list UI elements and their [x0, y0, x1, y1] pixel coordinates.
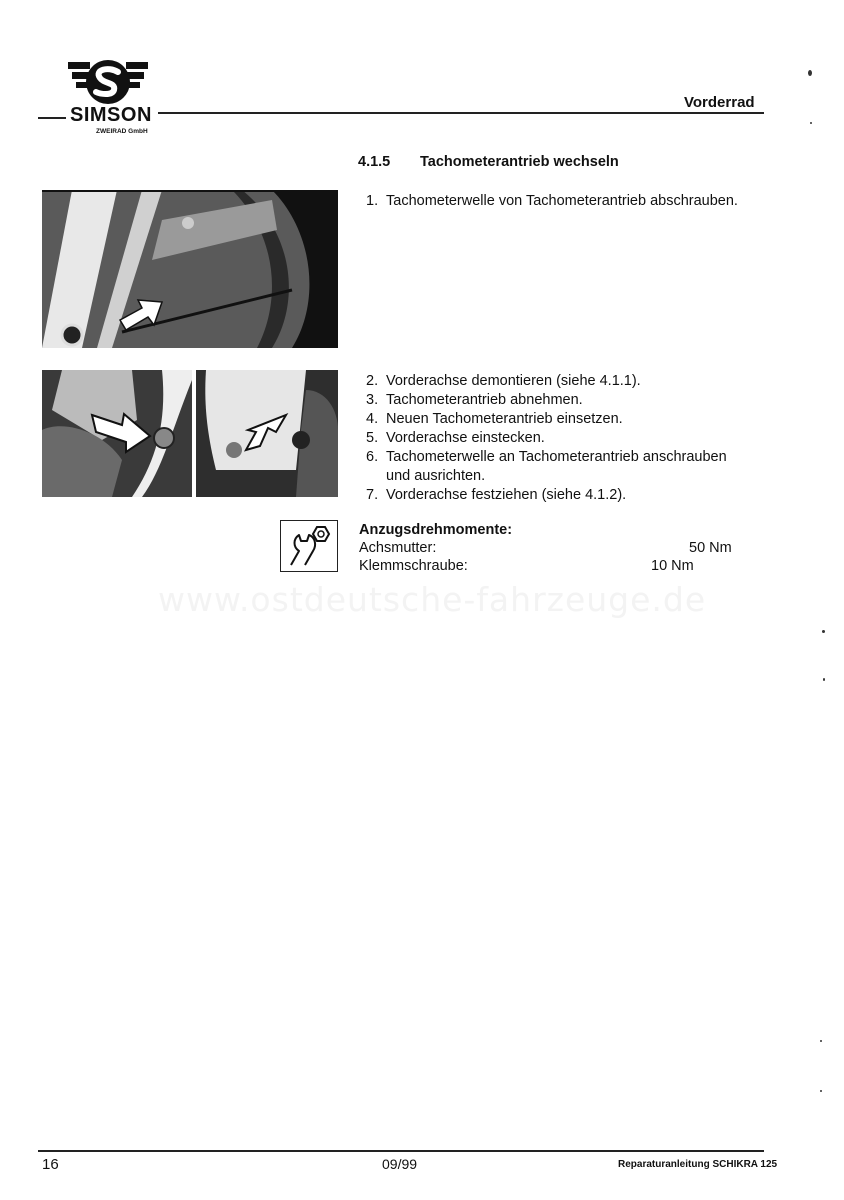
- section-title: Tachometerantrieb wechseln: [420, 154, 619, 170]
- scan-speck: [810, 122, 812, 124]
- steps-list-2: [366, 372, 727, 505]
- footer-date: 09/99: [382, 1156, 418, 1172]
- scan-speck: [808, 70, 812, 76]
- scan-speck: [823, 678, 825, 681]
- torque-label: Achsmutter:: [359, 540, 437, 556]
- torque-title: Anzugsdrehmomente:: [359, 522, 513, 538]
- page-number: 16: [42, 1156, 59, 1173]
- step-item: 3. Tachometerantrieb abnehmen.: [366, 392, 583, 408]
- steps-list-1: [366, 192, 738, 211]
- footer-rule: [38, 1150, 764, 1152]
- header-rule: [158, 112, 764, 114]
- step-item: 7. Vorderachse festziehen (siehe 4.1.2).: [366, 487, 627, 503]
- simson-logo: [38, 58, 168, 146]
- torque-value: 50 Nm: [689, 540, 732, 556]
- torque-value: 10 Nm: [651, 558, 694, 574]
- step-item: 4. Neuen Tachometerantrieb einsetzen.: [366, 411, 623, 427]
- header-rule-left: [38, 117, 66, 119]
- section-heading: [358, 154, 619, 170]
- scan-speck: [820, 1090, 822, 1092]
- torque-row: [359, 558, 468, 574]
- chapter-title: Vorderrad: [684, 94, 755, 111]
- wrench-nut-icon: [280, 520, 338, 572]
- scan-speck: [820, 1040, 822, 1042]
- front-wheel-image: [42, 190, 338, 348]
- front-wheel-photo: [42, 190, 338, 348]
- axle-left-image: [42, 370, 192, 497]
- step-item-continuation: und ausrichten.: [386, 468, 486, 484]
- watermark: www.ostdeutsche-fahrzeuge.de: [158, 580, 707, 619]
- step-item: 2. Vorderachse demontieren (siehe 4.1.1).: [366, 373, 641, 389]
- section-number: 4.1.5: [358, 154, 391, 170]
- axle-photo-left: [42, 370, 192, 497]
- step-item: 6. Tachometerwelle an Tachometerantrieb anschrauben: [366, 449, 727, 465]
- brand-name: SIMSON: [70, 104, 152, 126]
- axle-photo-right: [196, 370, 338, 497]
- step-item: 1. Tachometerwelle von Tachometerantrieb abschrauben.: [366, 193, 738, 209]
- brand-subtitle: ZWEIRAD GmbH: [96, 128, 148, 135]
- step-item: 5. Vorderachse einstecken.: [366, 430, 545, 446]
- axle-right-image: [196, 370, 338, 497]
- scan-speck: [822, 630, 825, 633]
- simson-emblem-icon: [68, 58, 148, 108]
- footer-document-title: Reparaturanleitung SCHIKRA 125: [618, 1159, 778, 1170]
- torque-label: Klemmschraube:: [359, 558, 468, 574]
- torque-row: [359, 540, 436, 556]
